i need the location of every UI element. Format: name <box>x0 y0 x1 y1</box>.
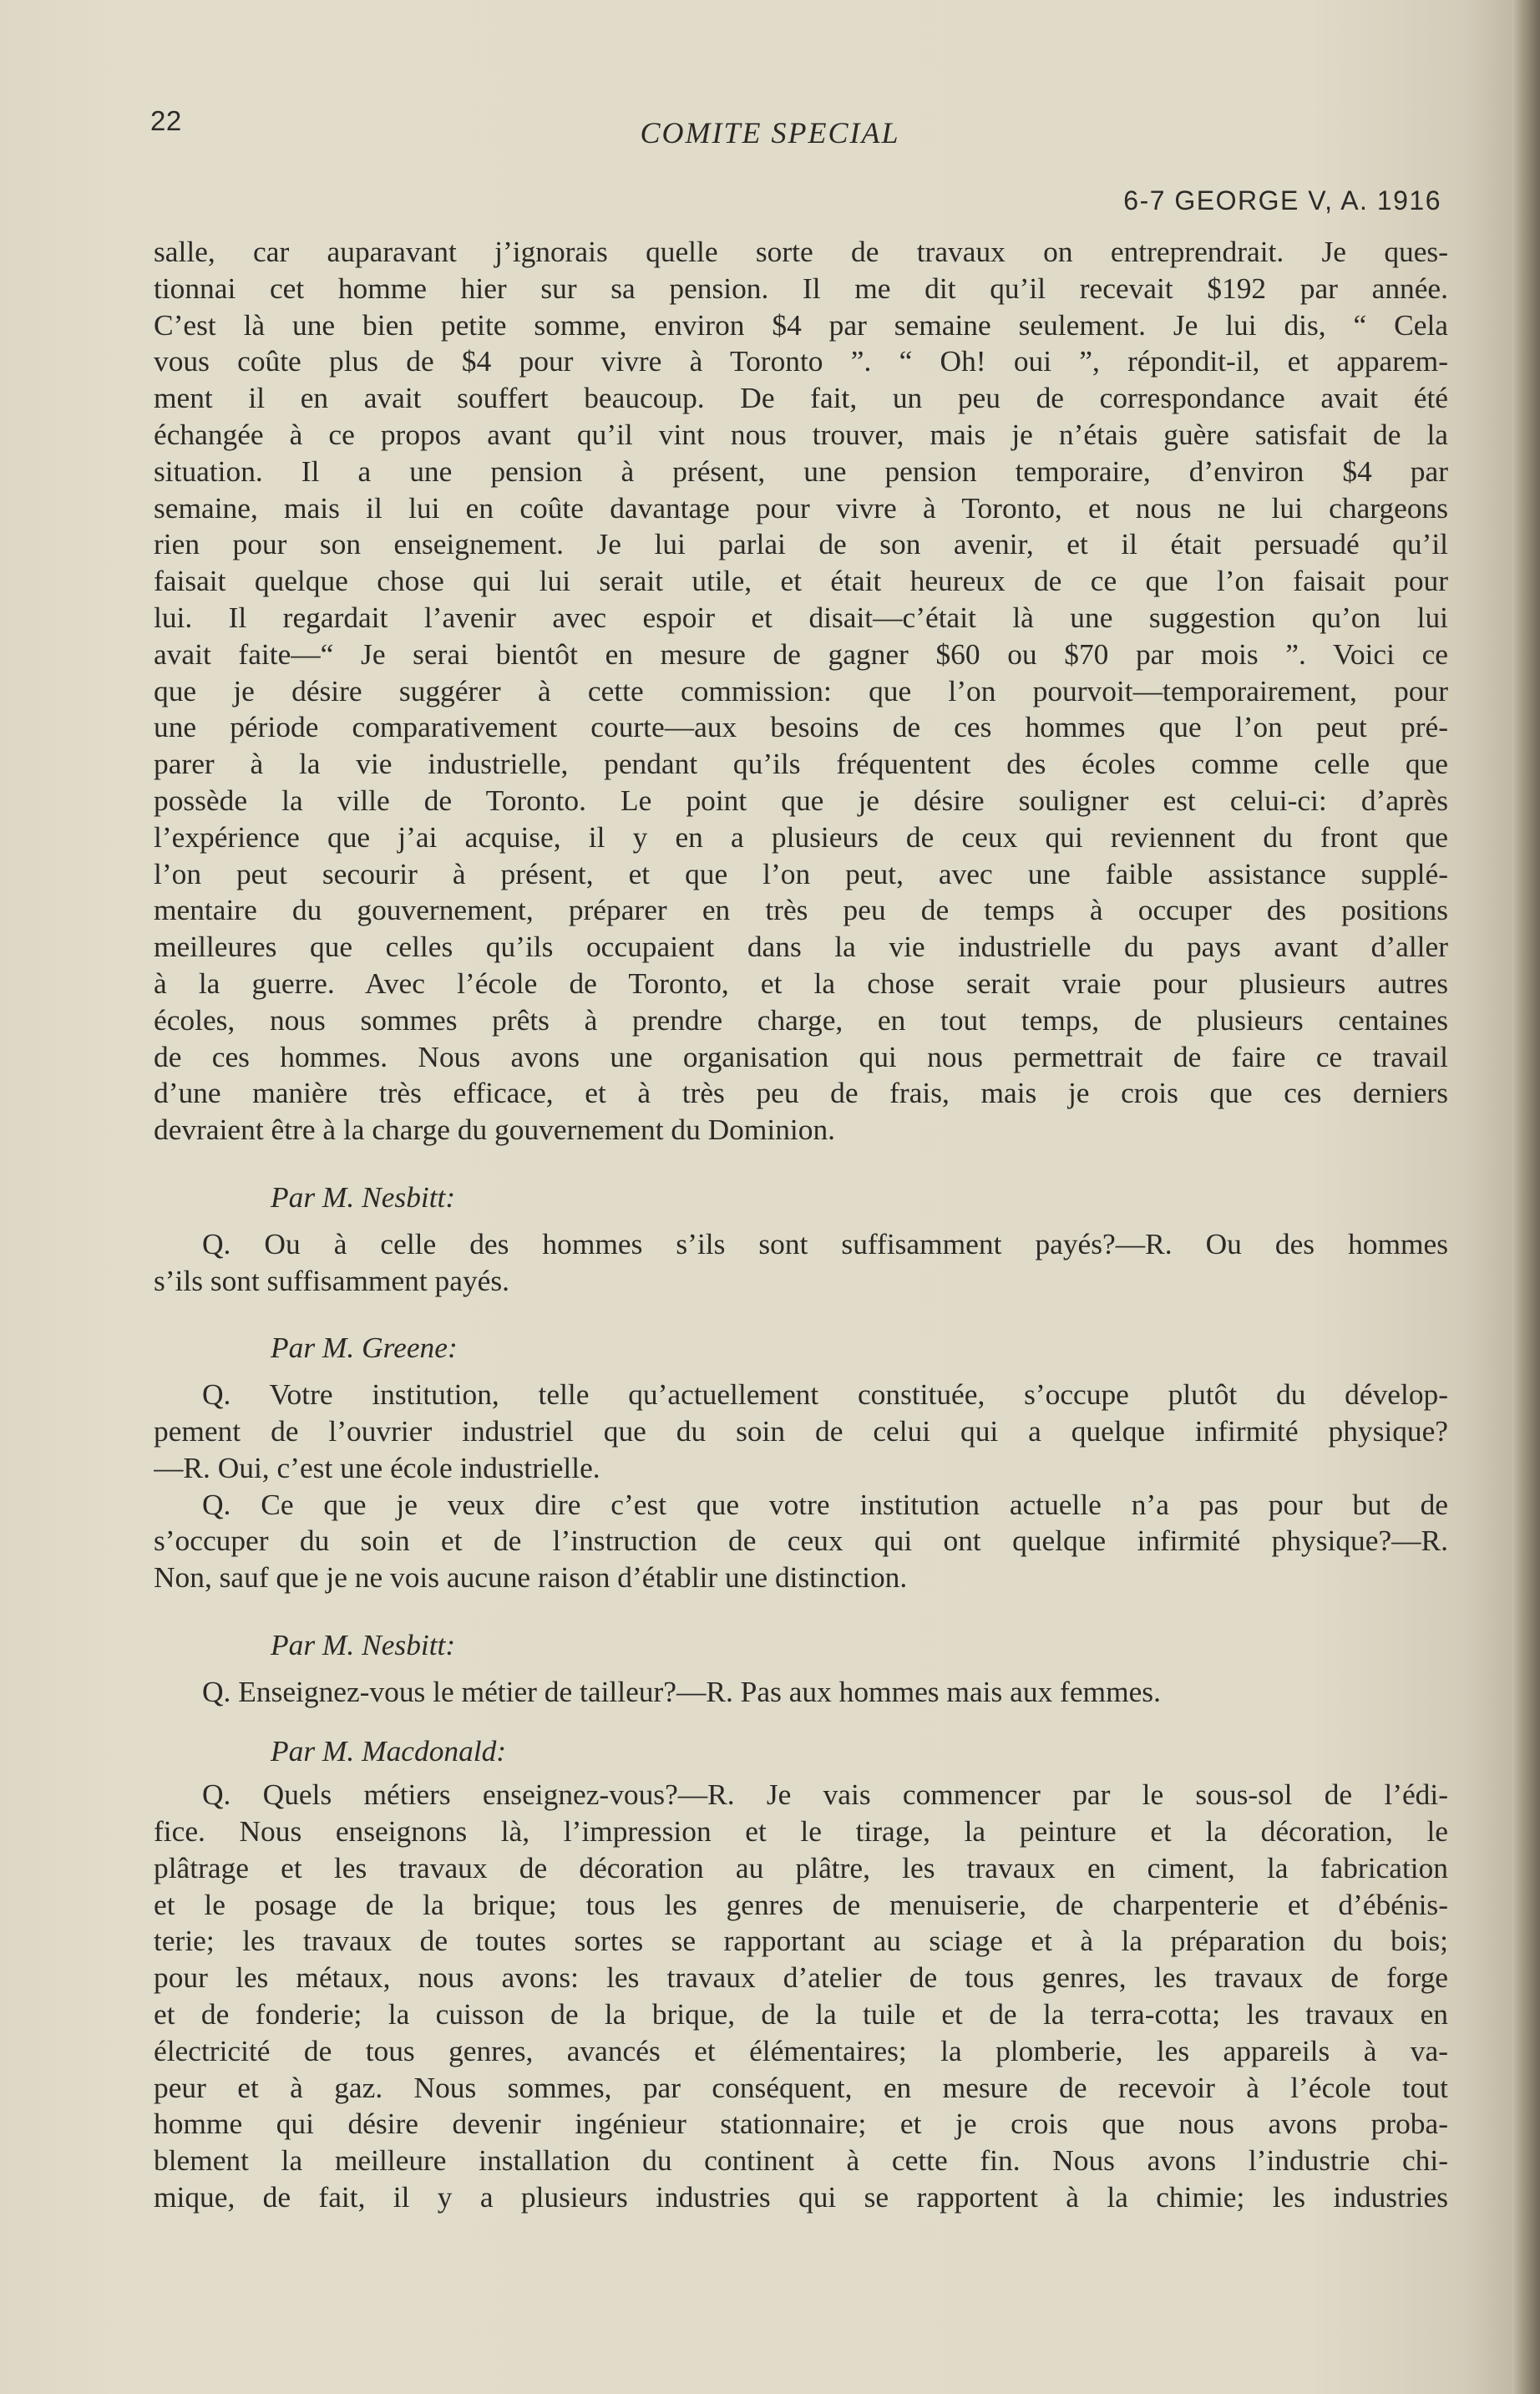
text-line: meilleures que celles qu’ils occupaient dans la vie industrielle du pays avant d’aller <box>154 930 1448 964</box>
text-line: salle, car auparavant j’ignorais quelle sorte de travaux on entreprendrait. Je ques- <box>154 235 1448 268</box>
text-line: Q. Ce que je veux dire c’est que votre institution actuelle n’a pas pour but de <box>202 1487 1448 1521</box>
page-number: 22 <box>150 105 182 136</box>
text-line: une période comparativement courte—aux besoins de ces hommes que l’on peut pré- <box>154 710 1448 744</box>
spacer <box>154 1299 1448 1330</box>
text-line: s’occuper du soin et de l’instruction de ceux qui ont quelque infirmité physique?—R. <box>154 1524 1448 1558</box>
text-line: rien pour son enseignement. Je lui parlai de son avenir, et il était persuadé qu’il <box>154 527 1448 561</box>
text-line: d’une manière très efficace, et à très peu de frais, mais je crois que ces derniers <box>154 1076 1448 1110</box>
text-line: blement la meilleure installation du continent à cette fin. Nous avons l’industrie chi- <box>154 2143 1448 2178</box>
spacer <box>154 1664 1448 1674</box>
text-line: ment il en avait souffert beaucoup. De fait, un peu de correspondance avait été <box>154 381 1448 415</box>
text-line: homme qui désire devenir ingénieur stationnaire; et je crois que nous avons proba- <box>154 2107 1448 2141</box>
text-line: tionnai cet homme hier sur sa pension. Il me dit qu’il recevait $192 par année. <box>154 271 1448 305</box>
text-line: mique, de fait, il y a plusieurs industries qui se rapportent à la chimie; les industries <box>154 2180 1448 2214</box>
text-line: Q. Votre institution, telle qu’actuellement constituée, s’occupe plutôt du dévelop- <box>202 1377 1448 1412</box>
spacer <box>154 1770 1448 1777</box>
text-line: électricité de tous genres, avancés et élémentaires; la plomberie, les appareils à va- <box>154 2033 1448 2067</box>
spacer <box>154 1149 1448 1179</box>
body-text <box>154 234 1448 2216</box>
text-line: écoles, nous sommes prêts à prendre charge, en tout temps, de plusieurs centaines <box>154 1002 1448 1037</box>
text-line: vous coûte plus de $4 pour vivre à Toronto ”. “ Oh! oui ”, répondit-il, et apparem- <box>154 344 1448 378</box>
text-line: à la guerre. Avec l’école de Toronto, et la chose serait vraie pour plusieurs autres <box>154 966 1448 1000</box>
text-line: l’expérience que j’ai acquise, il y en a plusieurs de ceux qui reviennent du front que <box>154 819 1448 854</box>
text-line: —R. Oui, c’est une école industrielle. <box>154 1450 600 1484</box>
spacer <box>154 1596 1448 1627</box>
spacer <box>154 1367 1448 1377</box>
text-line: et le posage de la brique; tous les genres de menuiserie, de charpenterie et d’ébénis- <box>154 1887 1448 1921</box>
text-line: C’est là une bien petite somme, environ $4 par semaine seulement. Je lui dis, “ Cela <box>154 307 1448 342</box>
running-title: COMITE SPECIAL <box>640 116 900 150</box>
text-line: Q. Quels métiers enseignez-vous?—R. Je vais commencer par le sous-sol de l’édi- <box>202 1778 1448 1812</box>
text-line: avait faite—“ Je serai bientôt en mesure de gagner $60 ou $70 par mois ”. Voici ce <box>154 637 1448 671</box>
text-line: de ces hommes. Nous avons une organisation qui nous permettrait de faire ce travail <box>154 1039 1448 1073</box>
text-line: pour les métaux, nous avons: les travaux d’atelier de tous genres, les travaux de forge <box>154 1960 1448 1995</box>
speaker-heading: Par M. Nesbitt: <box>271 1627 456 1661</box>
text-line: situation. Il a une pension à présent, une pension temporaire, d’environ $4 par <box>154 454 1448 488</box>
text-line: peur et à gaz. Nous sommes, par conséquent, en mesure de recevoir à l’école tout <box>154 2070 1448 2104</box>
speaker-heading: Par M. Greene: <box>271 1331 458 1365</box>
text-line: Q. Ou à celle des hommes s’ils sont suffisamment payés?—R. Ou des hommes <box>202 1226 1448 1260</box>
text-line: terie; les travaux de toutes sortes se rapportant au sciage et à la préparation du bois; <box>154 1924 1448 1958</box>
spacer <box>154 1216 1448 1226</box>
text-line: Q. Enseignez-vous le métier de tailleur?—R. Pas aux hommes mais aux femmes. <box>202 1674 1161 1708</box>
text-line: possède la ville de Toronto. Le point que je désire souligner est celui-ci: d’après <box>154 783 1448 817</box>
text-line: s’ils sont suffisamment payés. <box>154 1263 509 1297</box>
text-line: semaine, mais il lui en coûte davantage pour vivre à Toronto, et nous ne lui chargeons <box>154 490 1448 525</box>
session-reference: 6-7 GEORGE V, A. 1916 <box>1123 185 1441 216</box>
book-spine-shadow <box>1512 0 1540 2394</box>
text-line: devraient être à la charge du gouvernement du Dominion. <box>154 1113 835 1147</box>
text-line: fice. Nous enseignons là, l’impression et le tirage, la peinture et la décoration, le <box>154 1814 1448 1849</box>
speaker-heading: Par M. Nesbitt: <box>271 1179 456 1214</box>
text-line: plâtrage et les travaux de décoration au plâtre, les travaux en ciment, la fabrication <box>154 1850 1448 1884</box>
text-line: l’on peut secourir à présent, et que l’on peut, avec une faible assistance supplé- <box>154 856 1448 890</box>
text-line: mentaire du gouvernement, préparer en très peu de temps à occuper des positions <box>154 893 1448 927</box>
text-line: que je désire suggérer à cette commission: que l’on pourvoit—temporairement, pour <box>154 673 1448 708</box>
text-line: faisait quelque chose qui lui serait utile, et était heureux de ce que l’on faisait pour <box>154 564 1448 598</box>
text-line: parer à la vie industrielle, pendant qu’ils fréquentent des écoles comme celle que <box>154 747 1448 781</box>
text-line: échangée à ce propos avant qu’il vint nous trouver, mais je n’étais guère satisfait de la <box>154 417 1448 451</box>
spacer <box>154 1710 1448 1733</box>
text-line: lui. Il regardait l’avenir avec espoir et disait—c’était là une suggestion qu’on lui <box>154 600 1448 634</box>
speaker-heading: Par M. Macdonald: <box>271 1734 507 1768</box>
text-line: et de fonderie; la cuisson de la brique, de la tuile et de la terra-cotta; les travaux en <box>154 1997 1448 2031</box>
text-line: pement de l’ouvrier industriel que du soin de celui qui a quelque infirmité physique? <box>154 1413 1448 1448</box>
text-line: Non, sauf que je ne vois aucune raison d’établir une distinction. <box>154 1560 908 1595</box>
